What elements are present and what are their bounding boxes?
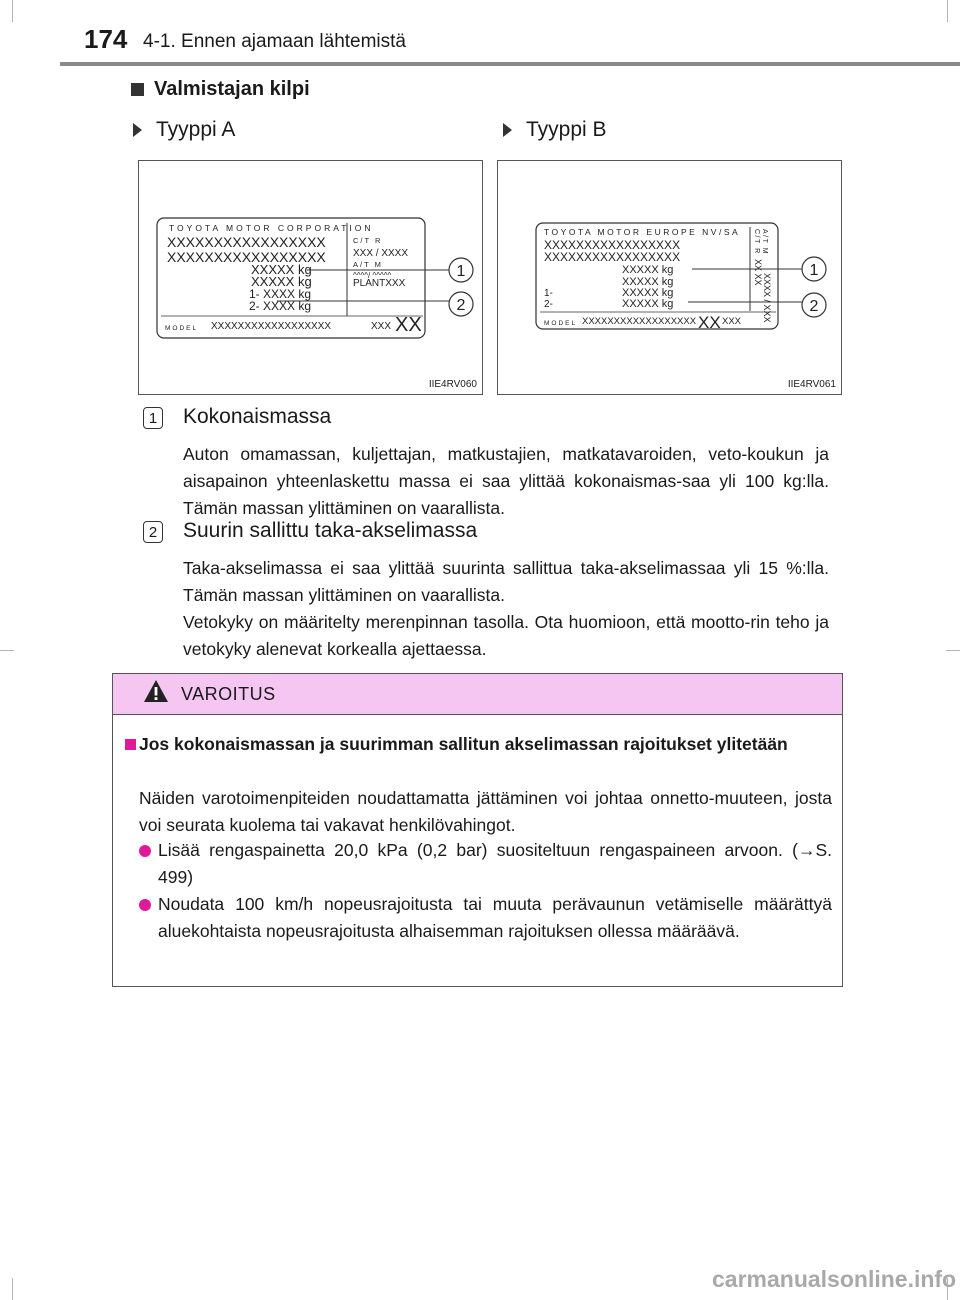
plate-b-model-xx: XX (698, 313, 721, 332)
type-a-text: Tyyppi A (156, 118, 236, 141)
warning-triangle-icon (143, 679, 169, 703)
plate-a-model-value: XXXXXXXXXXXXXXXXXX (211, 321, 332, 332)
plate-b-company: TOYOTA MOTOR EUROPE NV/SA (544, 227, 741, 237)
header-rule (60, 62, 960, 66)
plate-a-ctr-label: C/T R (353, 236, 383, 245)
plate-b-axle1: XXXXX kg (622, 287, 674, 299)
warning-title: VAROITUS (181, 684, 276, 704)
plate-b-axle2: XXXXX kg (622, 298, 674, 310)
definition-2-number: 2 (143, 521, 163, 543)
triangle-right-icon (503, 123, 512, 137)
chapter-title: 4-1. Ennen ajamaan lähtemistä (143, 31, 406, 52)
plate-a-mass1: XXXXX kg (251, 262, 312, 277)
crop-mark (12, 1278, 13, 1300)
plate-b-vin2: XXXXXXXXXXXXXXXXX (544, 250, 681, 264)
callout-1-b-text: 1 (809, 262, 819, 279)
crop-mark (947, 0, 948, 22)
type-b-text: Tyyppi B (526, 118, 607, 141)
plate-b-model-label: MODEL (544, 320, 578, 327)
figure-type-b (497, 160, 842, 395)
definition-1-title: Kokonaismassa (183, 405, 332, 428)
crop-mark (0, 650, 14, 651)
warning-intro: Näiden varotoimenpiteiden noudattamatta jättäminen voi johtaa onnetto-muuteen, josta voi seurata kuolema tai vakavat henkilövahingot. (139, 788, 832, 835)
plate-a-vin1: XXXXXXXXXXXXXXXXX (167, 234, 326, 250)
triangle-right-icon (133, 123, 142, 137)
plate-a-model-xx: XX (395, 314, 422, 336)
figure-b-id: IIE4RV061 (787, 379, 836, 390)
section-title-text: Valmistajan kilpi (154, 78, 310, 100)
plate-b-model-value: XXXXXXXXXXXXXXXXXX (582, 316, 697, 327)
crop-mark (946, 650, 960, 651)
definition-2-text-1: Taka-akselimassa ei saa ylittää suurinta sallittua taka-akselimassaa yli 15 %:lla. Tämän massan ylittäminen on vaarallista. (183, 558, 829, 605)
type-a-label (133, 118, 235, 142)
callout-1-a-text: 1 (456, 263, 466, 280)
plate-b-side-v1: XX XX (753, 259, 763, 286)
definition-2-text-2: Vetokyky on määritelty merenpinnan tasolla. Ota huomioon, että mootto-rin teho ja vetokyky alenevat korkealla ajettaessa. (183, 612, 829, 659)
square-bullet-icon (125, 739, 136, 750)
circle-bullet-icon (139, 845, 151, 857)
plate-a-mass2: XXXXX kg (251, 274, 312, 289)
page-number: 174 (84, 24, 128, 54)
warning-bullet-2: Noudata 100 km/h nopeusrajoitusta tai muuta perävaunun vetämiselle määrättyä aluekohtaista nopeusrajoitusta alhaisemman rajoituksen ollessa määräävä. (158, 894, 832, 941)
plate-b-mass1: XXXXX kg (622, 264, 674, 276)
figure-a-id: IIE4RV060 (428, 379, 477, 390)
plate-b-side-ctr: C/T R (753, 229, 760, 255)
plate-b-axle2-prefix: 2- (544, 299, 553, 310)
callout-2-a-text: 2 (456, 297, 466, 314)
plate-b-side-atm: A/T M (761, 229, 768, 256)
plate-a-model-xxx: XXX (371, 321, 392, 332)
crop-mark (12, 0, 13, 22)
watermark: carmanualsonline.info (712, 1266, 957, 1292)
plate-b-side-v2: XXXX / XXX (762, 273, 772, 323)
plate-b-model-xxx: XXX (722, 316, 742, 327)
plate-b-mass2: XXXXX kg (622, 276, 674, 288)
definition-1-number: 1 (143, 407, 163, 429)
plate-a-atm-label: A/T M (353, 260, 383, 269)
plate-a-company: TOYOTA MOTOR CORPORATION (169, 223, 374, 233)
plate-a-model-label: MODEL (165, 325, 199, 332)
plate-a-vin2: XXXXXXXXXXXXXXXXX (167, 249, 326, 265)
plate-a-atm-value: ^^^^/ ^^^^^ (353, 271, 392, 280)
definition-1-text: Auton omamassan, kuljettajan, matkustajien, matkatavaroiden, veto-koukun ja aisapainon yhteenlaskettu massa ei saa ylittää kokonaismas-saa yli 100 kg:lla. Tämän massan ylittäminen on vaarallista. (183, 444, 829, 518)
warning-bullet-1: Lisää rengaspainetta 20,0 kPa (0,2 bar) suositeltuun rengaspaineen arvoon. (→S. 499) (158, 840, 832, 887)
plate-a-axle1: 1- XXXX kg (249, 287, 312, 301)
callout-2-b-text: 2 (809, 298, 819, 315)
circle-bullet-icon (139, 899, 151, 911)
definition-2-title: Suurin sallittu taka-akselimassa (183, 519, 478, 542)
plate-a-plant: PLANTXXX (353, 278, 406, 289)
plate-a-axle2: 2- XXXX kg (249, 299, 312, 313)
section-title (131, 78, 310, 101)
plate-b-axle1-prefix: 1- (544, 288, 553, 299)
figure-type-a (138, 160, 483, 395)
plate-a-ctr-value: XXX / XXXX (353, 248, 409, 259)
type-b-label (503, 118, 607, 142)
square-bullet-icon (131, 83, 144, 96)
warning-header (113, 674, 842, 715)
plate-b-vin1: XXXXXXXXXXXXXXXXX (544, 238, 681, 252)
warning-box (112, 673, 843, 987)
warning-heading: Jos kokonaismassan ja suurimman sallitun akselimassan rajoitukset ylitetään (139, 734, 788, 754)
warning-heading-block (113, 731, 832, 758)
